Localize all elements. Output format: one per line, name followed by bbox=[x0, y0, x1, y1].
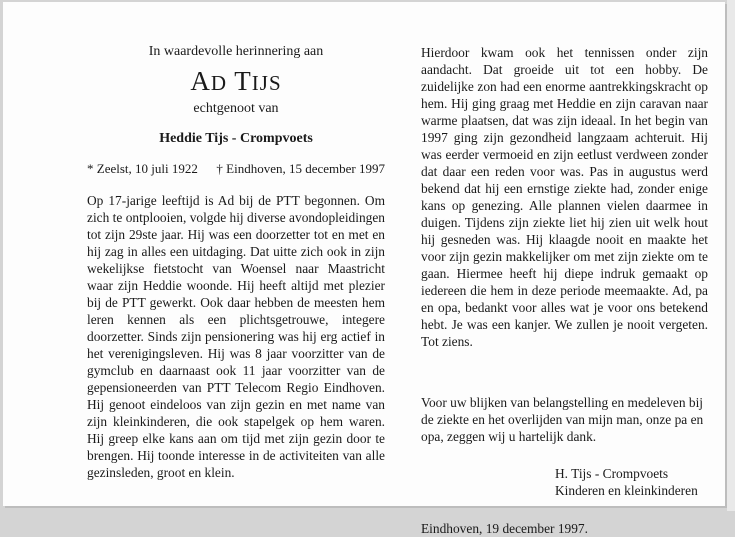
thanks-text: Voor uw blijken van belangstelling en medeleven bij de ziekte en het overlijden van mijn man, onze pa en opa, zeggen wij u hartelijk dank. bbox=[421, 395, 704, 444]
biography-continued: Hierdoor kwam ook het tennissen onder zijn aandacht. Dat groeide uit tot een hobby. De zuidelijke zon had een enorme aantrekkingskracht op hem. Hij ging graag met Heddie en zijn caravan naar warme plaatsen, dat was zijn ideaal. In het begin van 1997 ging zijn gezondheid langzaam achteruit. Hij was eerder vermoeid en zijn eetlust verdween zonder dat daar een reden voor was. Pas in augustus werd bekend dat hij een ernstige ziekte had, zonder enige kans op genezing. Alle plannen vielen daarmee in duigen. Tijdens zijn ziekte liet hij zien uit welk hout hij gesneden was. Hij klaagde nooit en maakte het voor zijn gezin makkelijker om met zijn ziekte om te gaan. Hiermee heeft hij diepe indruk gemaakt op iedereen die hem in deze periode meemaakte. Ad, pa en opa, bedankt voor alles wat je voor ons betekend hebt. Je was een kanjer. We zullen je nooit vergeten. Tot ziens. bbox=[421, 45, 708, 349]
signature bbox=[555, 465, 708, 499]
deceased-name bbox=[87, 66, 385, 97]
life-dates bbox=[87, 161, 385, 177]
left-column bbox=[87, 44, 385, 481]
birth-date: * Zeelst, 10 juli 1922 bbox=[87, 161, 198, 176]
biography-text: Op 17-jarige leeftijd is Ad bij de PTT begonnen. Om zich te ontplooien, volgde hij diverse avondopleidingen tot zijn 29ste jaar. Hij was een doorzetter tot en met en hij zag in alles een uitdaging. Dat uitte zich ook in zijn wekelijkse fietstocht van Woensel naar Maastricht waar zijn Heddie woonde. Hij heeft altijd met plezier bij de PTT gewerkt. Ook daar hebben de meesten hem leren kennen als een plichtsgetrouwe, integere doorzetter. Sinds zijn pensionering was hij erg actief in het verenigingsleven. Hij was 8 jaar voorzitter van de gymclub en daarnaast ook 11 jaar voorzitter van de gepensioneerden van PTT Telecom Regio Eindhoven. Hij genoot eindeloos van zijn gezin en met name van zijn kleinkinderen, die ook stapelgek op hem waren. Hij greep elke kans aan om tijd met zijn gezin door te brengen. Hij toonde interesse in de activiteiten van alle gezinsleden, groot en klein. bbox=[87, 193, 385, 480]
death-date: † Eindhoven, 15 december 1997 bbox=[216, 161, 385, 176]
intro-line: In waardevolle herinnering aan bbox=[148, 44, 324, 59]
spouse-name: Heddie Tijs - Crompvoets bbox=[159, 131, 313, 146]
name-text: AD TIJS bbox=[190, 66, 282, 96]
right-column bbox=[421, 44, 708, 537]
spouse-label: echtgenoot van bbox=[193, 101, 279, 116]
place-date: Eindhoven, 19 december 1997. bbox=[421, 521, 588, 536]
signature-name: H. Tijs - Crompvoets bbox=[555, 466, 669, 481]
signature-family: Kinderen en kleinkinderen bbox=[555, 483, 698, 498]
page-edge bbox=[727, 0, 735, 511]
